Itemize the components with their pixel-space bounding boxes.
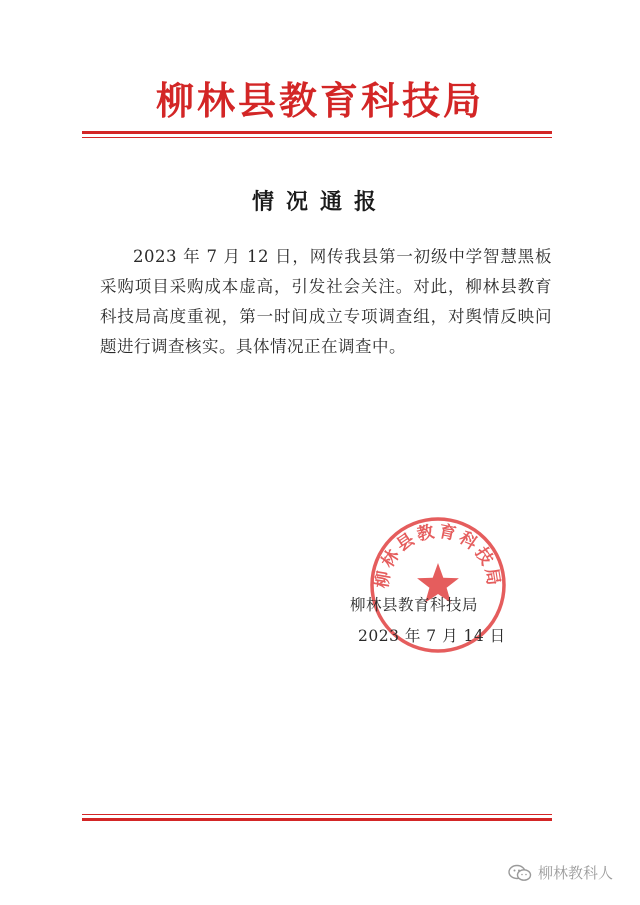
organization-header: 柳林县教育科技局 [155,79,484,123]
seal-text: 柳林县教育科技局 [372,521,504,590]
watermark [508,862,613,883]
signature-date: 2023 年 7 月 14 日 [358,627,506,645]
watermark-text: 柳林教科人 [538,864,614,882]
wechat-icon [508,864,532,882]
footer-rule-thick [82,818,552,821]
header-rule-thick [82,131,552,134]
document-body: 2023 年 7 月 12 日，网传我县第一初级中学智慧黑板采购项目采购成本虚高，引发社会关注。对此，柳林县教育科技局高度重视，第一时间成立专项调查组，对舆情反映问题进行调查核实。具体情况正在调查中。 [100,247,552,356]
signature-organization: 柳林县教育科技局 [350,596,479,614]
document-title: 情况通报 [251,189,388,215]
header-rule-thin [82,137,552,138]
footer-rule-thin [82,814,552,815]
